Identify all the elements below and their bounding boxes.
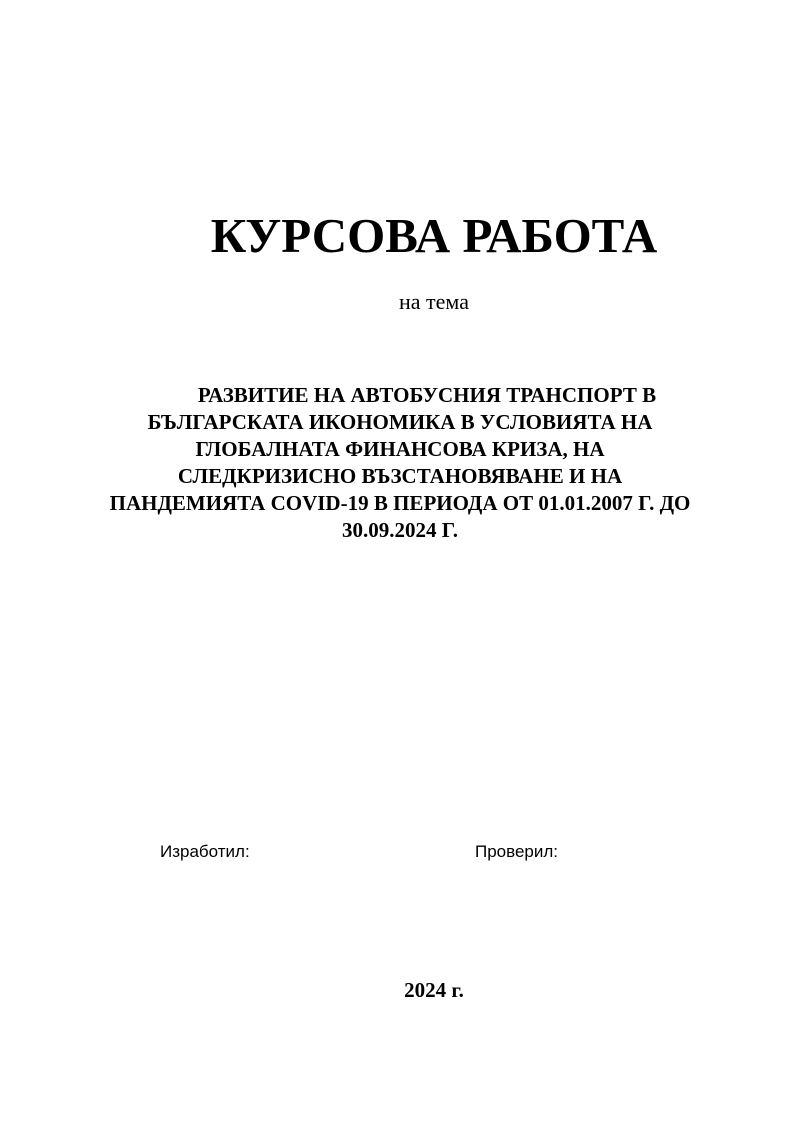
topic-line: ГЛОБАЛНАТА ФИНАНСОВА КРИЗА, НА [195, 437, 605, 461]
topic-line: СЛЕДКРИЗИСНО ВЪЗСТАНОВЯВАНЕ И НА [177, 464, 623, 488]
topic-line: БЪЛГАРСКАТА ИКОНОМИКА В УСЛОВИЯТА НА [147, 410, 653, 434]
prepared-by-label: Изработил: [160, 842, 250, 861]
topic-line: ПАНДЕМИЯТА COVID-19 В ПЕРИОДА ОТ 01.01.2007 Г. ДО [109, 491, 691, 515]
topic-heading [90, 382, 710, 544]
checked-by-label: Проверил: [475, 842, 559, 861]
document-subtitle: на тема [399, 289, 469, 314]
document-year: 2024 г. [404, 978, 464, 1002]
topic-line: РАЗВИТИЕ НА АВТОБУСНИЯ ТРАНСПОРТ В [197, 383, 657, 407]
document-title: КУРСОВА РАБОТА [210, 208, 658, 263]
topic-line: 30.09.2024 Г. [342, 518, 458, 542]
